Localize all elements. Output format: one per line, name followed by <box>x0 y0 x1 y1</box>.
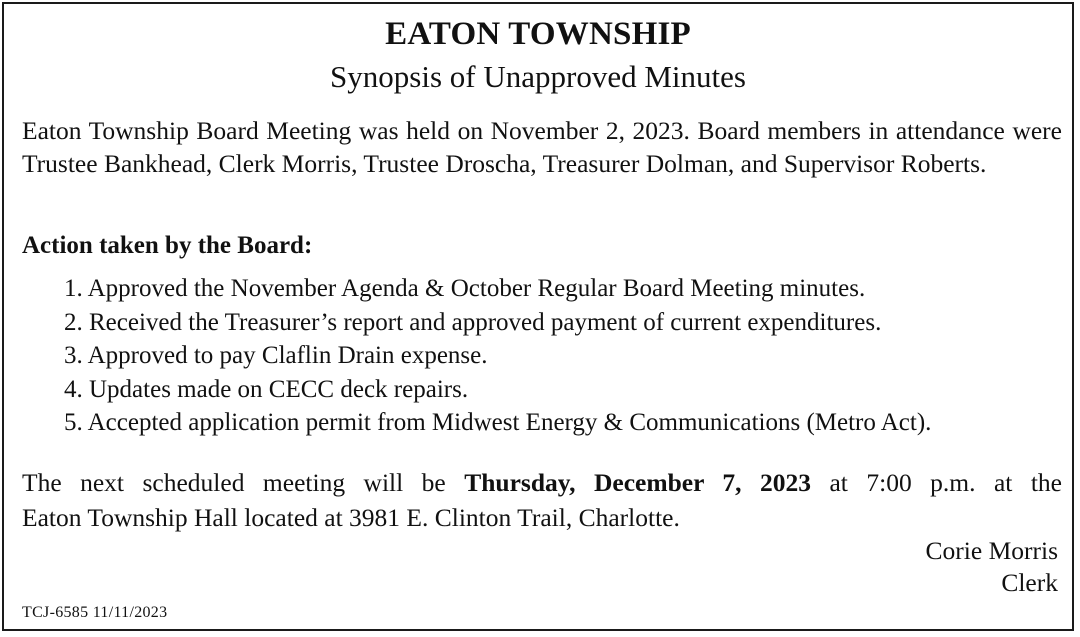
signer-role: Clerk <box>1001 568 1058 597</box>
signer-name: Corie Morris <box>925 536 1058 565</box>
legal-notice <box>2 2 1074 631</box>
signature-block <box>926 535 1058 599</box>
next-meeting-date: Thursday, December 7, 2023 <box>464 468 812 497</box>
action-item: 1. Approved the November Agenda & October Regular Board Meeting minutes. <box>64 275 866 302</box>
action-item: 2. Received the Treasurer’s report and approved payment of current expenditures. <box>64 308 882 336</box>
meeting-summary: Eaton Township Board Meeting was held on November 2, 2023. Board members in attendance were Trustee Bankhead, Clerk Morris, Trustee Droscha, Treasurer Dolman, and Supervisor Roberts. <box>22 116 1062 178</box>
next-meeting-paragraph <box>22 465 1062 535</box>
actions-heading: Action taken by the Board: <box>22 232 313 259</box>
notice-subtitle: Synopsis of Unapproved Minutes <box>330 59 746 94</box>
next-meeting-prefix: The next scheduled meeting will be <box>22 468 465 497</box>
actions-list <box>64 272 1074 440</box>
next-meeting-line <box>22 465 1062 500</box>
action-item: 4. Updates made on CECC deck repairs. <box>64 375 469 403</box>
notice-title: EATON TOWNSHIP <box>385 16 691 52</box>
action-item: 3. Approved to pay Claflin Drain expense. <box>64 342 488 369</box>
meeting-location: Eaton Township Hall located at 3981 E. Clinton Trail, Charlotte. <box>22 503 680 532</box>
publication-code: TCJ-6585 11/11/2023 <box>22 604 168 621</box>
next-meeting-suffix: at 7:00 p.m. at the <box>811 468 1063 497</box>
action-item: 5. Accepted application permit from Midwest Energy & Communications (Metro Act). <box>64 409 932 436</box>
